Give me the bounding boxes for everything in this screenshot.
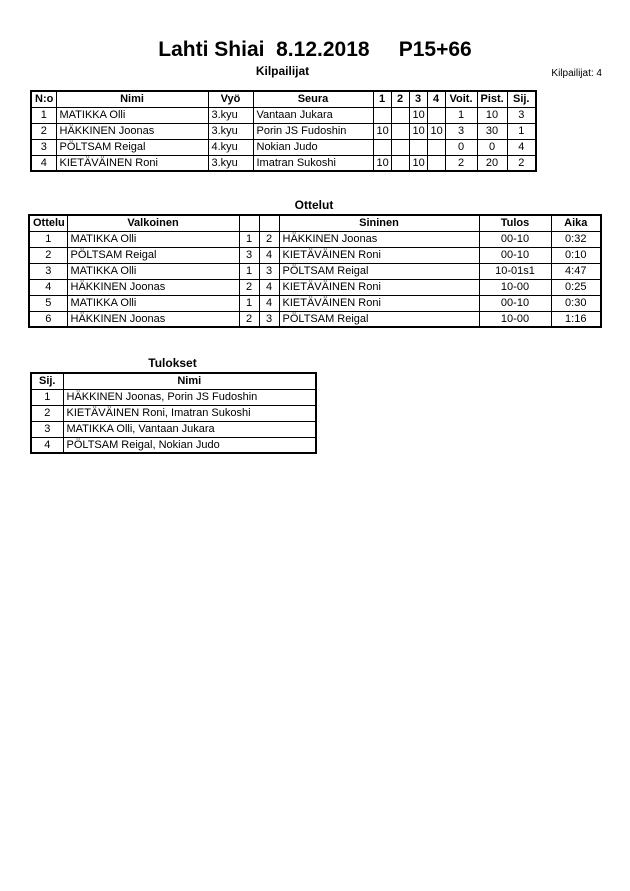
cell-voit: 1 <box>445 107 477 123</box>
cell-ottelu: 5 <box>29 295 67 311</box>
table-row <box>31 389 316 405</box>
cell-ottelu: 1 <box>29 231 67 247</box>
col-header-aika: Aika <box>551 215 601 231</box>
cell-sij: 1 <box>31 389 63 405</box>
cell-tulos: 00-10 <box>479 231 551 247</box>
cell-ottelu: 6 <box>29 311 67 327</box>
cell-pist: 10 <box>477 107 507 123</box>
cell-nimi: PÖLTSAM Reigal <box>56 139 208 155</box>
cell-ottelu: 4 <box>29 279 67 295</box>
cell-valkoinen: HÄKKINEN Joonas <box>67 311 239 327</box>
cell-sij: 4 <box>31 437 63 453</box>
col-header-valkoinen: Valkoinen <box>67 215 239 231</box>
table-row <box>31 139 536 155</box>
cell-blue-number: 4 <box>259 279 279 295</box>
cell-vyo: 3.kyu <box>208 123 253 139</box>
cell-nimi: KIETÄVÄINEN Roni, Imatran Sukoshi <box>63 405 316 421</box>
cell-r2 <box>391 139 409 155</box>
cell-nimi: HÄKKINEN Joonas <box>56 123 208 139</box>
cell-no: 1 <box>31 107 56 123</box>
cell-nimi: PÖLTSAM Reigal, Nokian Judo <box>63 437 316 453</box>
cell-valkoinen: MATIKKA Olli <box>67 263 239 279</box>
cell-sij: 3 <box>31 421 63 437</box>
col-header-blue-number <box>259 215 279 231</box>
section-title-kilpailijat: Kilpailijat <box>255 64 310 78</box>
cell-pist: 0 <box>477 139 507 155</box>
cell-aika: 1:16 <box>551 311 601 327</box>
cell-valkoinen: MATIKKA Olli <box>67 295 239 311</box>
table-row <box>29 279 601 295</box>
cell-sij: 1 <box>507 123 536 139</box>
table-header-row <box>31 91 536 107</box>
cell-sij: 3 <box>507 107 536 123</box>
cell-sininen: KIETÄVÄINEN Roni <box>279 247 479 263</box>
cell-voit: 3 <box>445 123 477 139</box>
cell-r3 <box>409 139 427 155</box>
cell-sij: 2 <box>507 155 536 171</box>
cell-r2 <box>391 123 409 139</box>
cell-blue-number: 4 <box>259 295 279 311</box>
col-header-voit: Voit. <box>445 91 477 107</box>
ottelut-table <box>28 214 602 328</box>
cell-nimi: MATIKKA Olli <box>56 107 208 123</box>
cell-valkoinen: PÖLTSAM Reigal <box>67 247 239 263</box>
cell-r3: 10 <box>409 123 427 139</box>
cell-white-number: 3 <box>239 247 259 263</box>
cell-aika: 4:47 <box>551 263 601 279</box>
cell-r3: 10 <box>409 155 427 171</box>
cell-tulos: 00-10 <box>479 247 551 263</box>
cell-sininen: HÄKKINEN Joonas <box>279 231 479 247</box>
cell-blue-number: 3 <box>259 263 279 279</box>
cell-r4 <box>427 107 445 123</box>
table-row <box>31 405 316 421</box>
table-row <box>31 123 536 139</box>
cell-r2 <box>391 107 409 123</box>
cell-no: 4 <box>31 155 56 171</box>
cell-white-number: 1 <box>239 295 259 311</box>
cell-r2 <box>391 155 409 171</box>
col-header-2: 2 <box>391 91 409 107</box>
table-row <box>31 437 316 453</box>
table-header-row <box>31 373 316 389</box>
cell-aika: 0:32 <box>551 231 601 247</box>
col-header-4: 4 <box>427 91 445 107</box>
col-header-3: 3 <box>409 91 427 107</box>
table-row <box>31 155 536 171</box>
col-header-sij: Sij. <box>507 91 536 107</box>
col-header-seura: Seura <box>253 91 373 107</box>
cell-nimi: KIETÄVÄINEN Roni <box>56 155 208 171</box>
cell-no: 3 <box>31 139 56 155</box>
section-title-tulokset: Tulokset <box>148 356 197 370</box>
table-row <box>31 421 316 437</box>
cell-sininen: PÖLTSAM Reigal <box>279 311 479 327</box>
cell-vyo: 3.kyu <box>208 155 253 171</box>
cell-blue-number: 2 <box>259 231 279 247</box>
col-header-nimi: Nimi <box>63 373 316 389</box>
cell-sij: 2 <box>31 405 63 421</box>
cell-blue-number: 4 <box>259 247 279 263</box>
cell-r1: 10 <box>373 123 391 139</box>
table-row <box>29 295 601 311</box>
cell-white-number: 2 <box>239 279 259 295</box>
cell-ottelu: 3 <box>29 263 67 279</box>
cell-pist: 30 <box>477 123 507 139</box>
cell-no: 2 <box>31 123 56 139</box>
col-header-sij: Sij. <box>31 373 63 389</box>
cell-r4 <box>427 155 445 171</box>
kilpailijat-table <box>30 90 537 172</box>
cell-tulos: 10-01s1 <box>479 263 551 279</box>
cell-sij: 4 <box>507 139 536 155</box>
col-header-tulos: Tulos <box>479 215 551 231</box>
cell-voit: 2 <box>445 155 477 171</box>
cell-sininen: PÖLTSAM Reigal <box>279 263 479 279</box>
cell-seura: Porin JS Fudoshin <box>253 123 373 139</box>
cell-r3: 10 <box>409 107 427 123</box>
col-header-ottelu: Ottelu <box>29 215 67 231</box>
cell-r1 <box>373 139 391 155</box>
cell-sininen: KIETÄVÄINEN Roni <box>279 295 479 311</box>
cell-nimi: HÄKKINEN Joonas, Porin JS Fudoshin <box>63 389 316 405</box>
cell-tulos: 10-00 <box>479 311 551 327</box>
cell-white-number: 1 <box>239 263 259 279</box>
table-row <box>29 247 601 263</box>
cell-voit: 0 <box>445 139 477 155</box>
cell-vyo: 4.kyu <box>208 139 253 155</box>
competitors-count: Kilpailijat: 4 <box>551 68 602 79</box>
tulokset-table <box>30 372 317 454</box>
cell-white-number: 2 <box>239 311 259 327</box>
cell-pist: 20 <box>477 155 507 171</box>
page-title: Lahti Shiai 8.12.2018 P15+66 <box>158 38 472 61</box>
col-header-1: 1 <box>373 91 391 107</box>
table-row <box>29 311 601 327</box>
col-header-nimi: Nimi <box>56 91 208 107</box>
cell-tulos: 10-00 <box>479 279 551 295</box>
table-row <box>29 263 601 279</box>
col-header-white-number <box>239 215 259 231</box>
cell-aika: 0:30 <box>551 295 601 311</box>
cell-white-number: 1 <box>239 231 259 247</box>
table-row <box>31 107 536 123</box>
col-header-sininen: Sininen <box>279 215 479 231</box>
cell-r4: 10 <box>427 123 445 139</box>
cell-seura: Nokian Judo <box>253 139 373 155</box>
cell-r4 <box>427 139 445 155</box>
cell-nimi: MATIKKA Olli, Vantaan Jukara <box>63 421 316 437</box>
cell-ottelu: 2 <box>29 247 67 263</box>
section-title-ottelut: Ottelut <box>294 198 334 212</box>
cell-r1: 10 <box>373 155 391 171</box>
col-header-no: N:o <box>31 91 56 107</box>
cell-valkoinen: HÄKKINEN Joonas <box>67 279 239 295</box>
cell-aika: 0:10 <box>551 247 601 263</box>
cell-seura: Imatran Sukoshi <box>253 155 373 171</box>
cell-r1 <box>373 107 391 123</box>
cell-blue-number: 3 <box>259 311 279 327</box>
table-header-row <box>29 215 601 231</box>
cell-sininen: KIETÄVÄINEN Roni <box>279 279 479 295</box>
cell-valkoinen: MATIKKA Olli <box>67 231 239 247</box>
table-row <box>29 231 601 247</box>
col-header-vyo: Vyö <box>208 91 253 107</box>
col-header-pist: Pist. <box>477 91 507 107</box>
cell-vyo: 3.kyu <box>208 107 253 123</box>
cell-aika: 0:25 <box>551 279 601 295</box>
cell-seura: Vantaan Jukara <box>253 107 373 123</box>
cell-tulos: 00-10 <box>479 295 551 311</box>
